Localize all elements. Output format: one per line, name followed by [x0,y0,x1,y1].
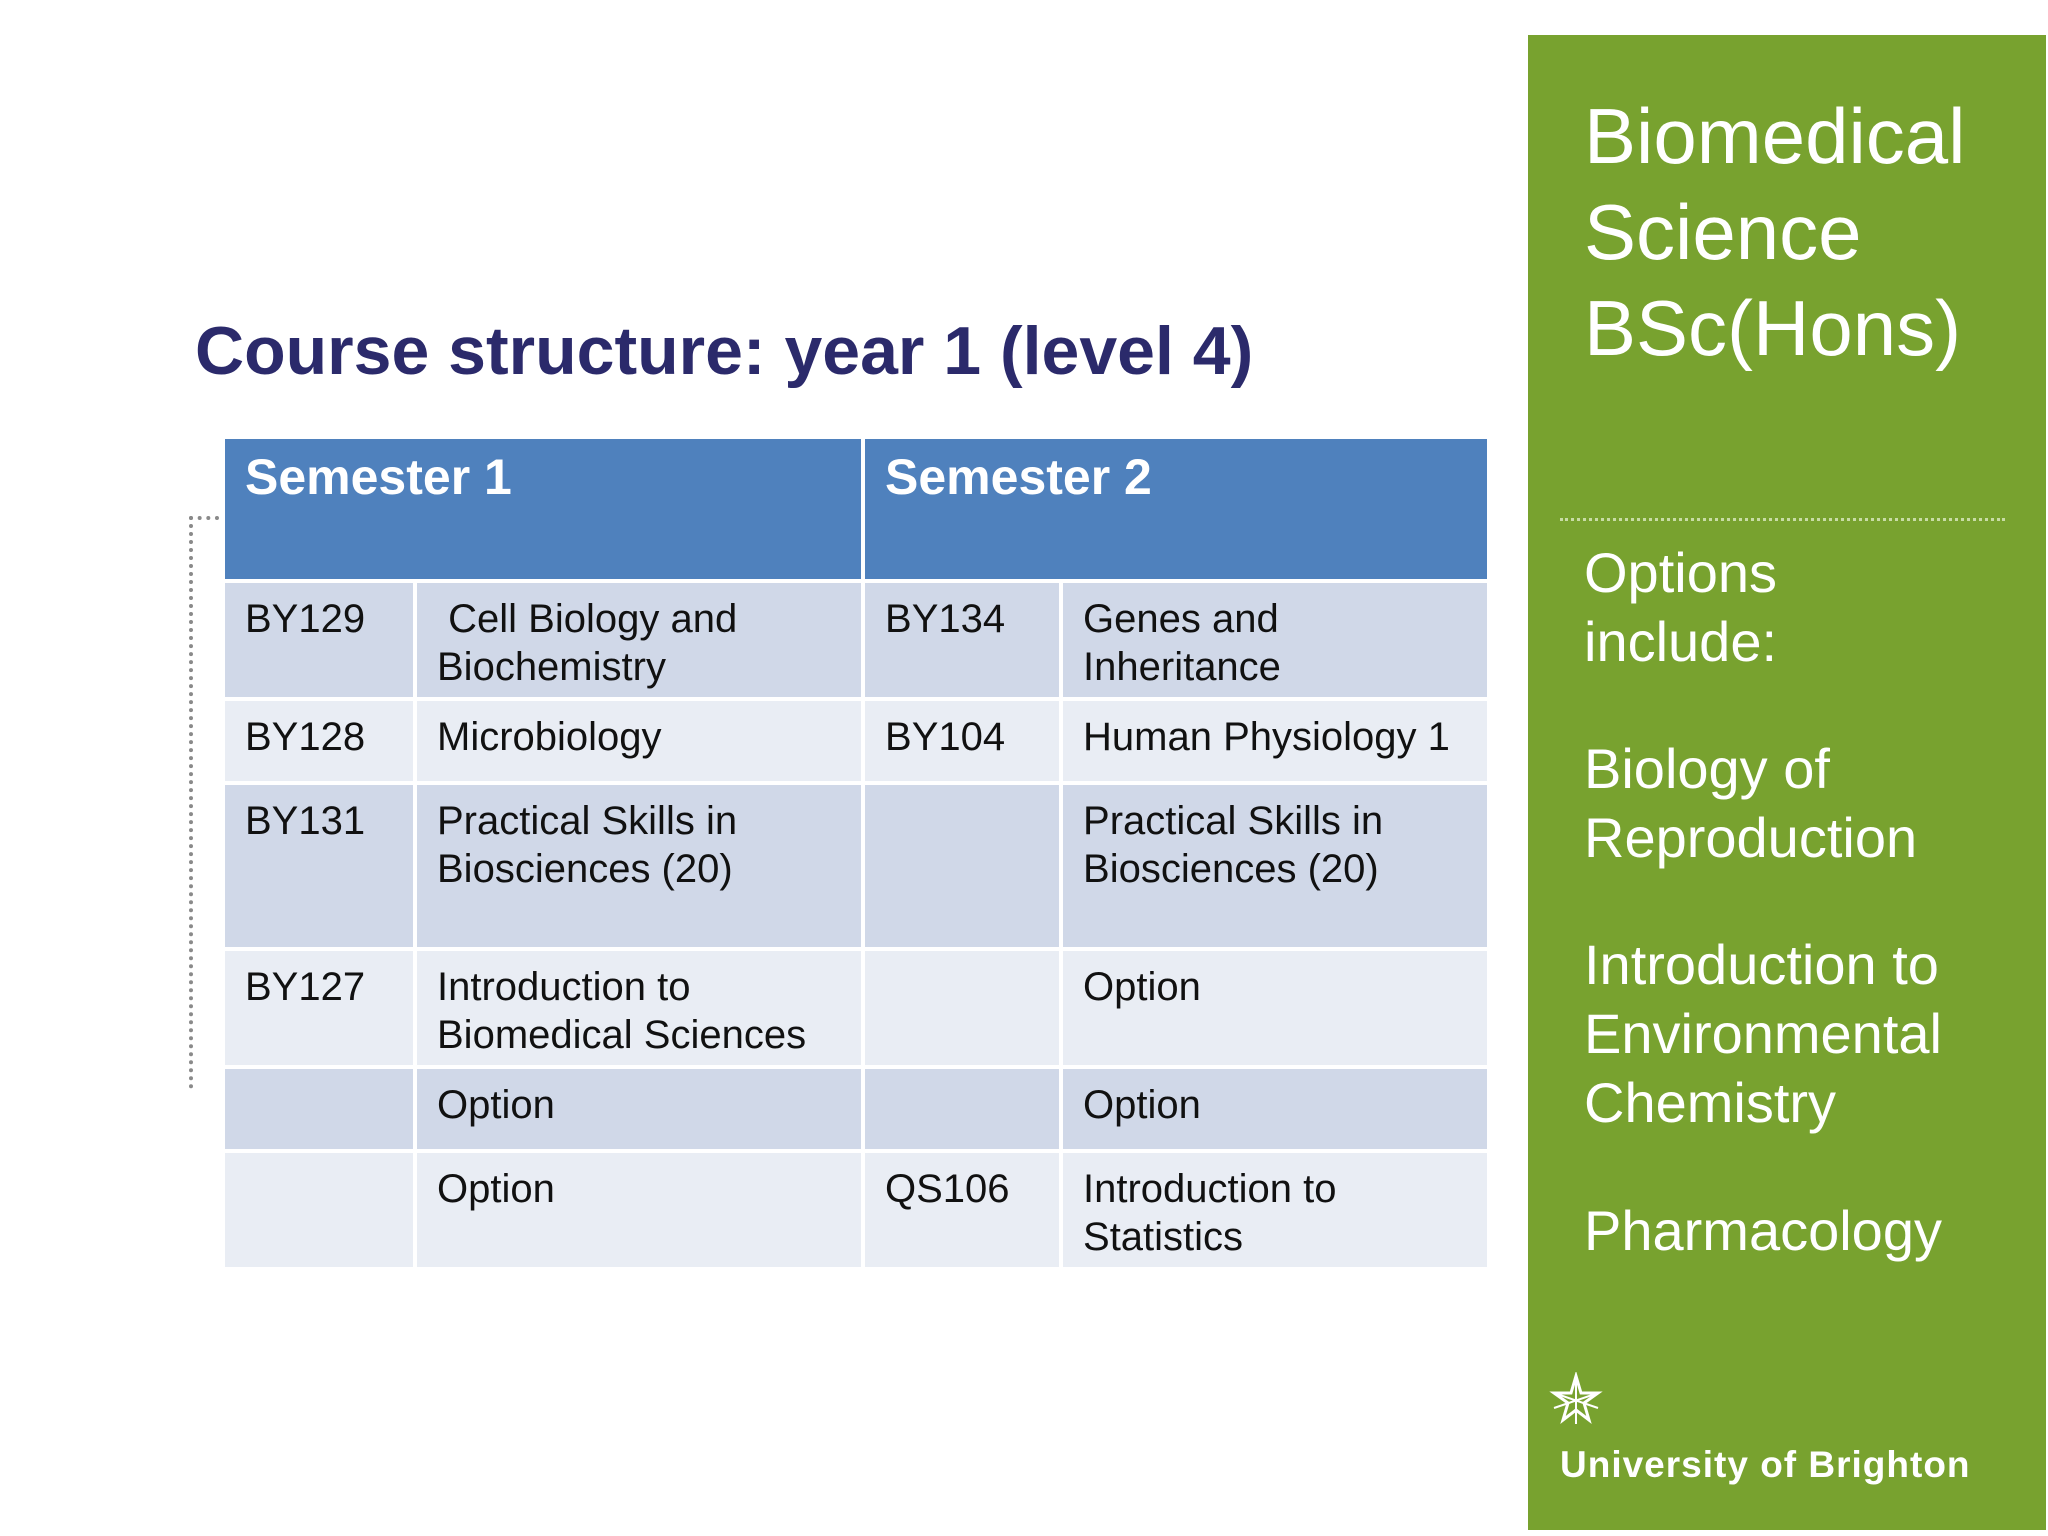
s1-code-cell [223,1151,415,1269]
s1-code-cell: BY129 [223,581,415,699]
dotted-divider-corner [189,516,219,520]
table-row [223,581,1489,699]
option-line: Reproduction [1584,806,1918,869]
option-item-environmental-chemistry [1584,930,1942,1137]
course-table [221,435,1491,1271]
header-semester-2: Semester 2 [863,437,1489,581]
university-brand: University of Brighton [1560,1444,1971,1485]
s2-code-cell [863,949,1061,1067]
options-heading-line: include: [1584,610,1778,673]
s1-title-cell: Cell Biology and Biochemistry [415,581,863,699]
s2-code-cell [863,1067,1061,1151]
slide-title: Course structure: year 1 (level 4) [195,313,1254,389]
option-item-pharmacology [1584,1196,1942,1265]
s1-code-cell: BY128 [223,699,415,783]
table-row [223,783,1489,949]
options-heading-line: Options [1584,541,1777,604]
s1-title-cell: Option [415,1151,863,1269]
table-row [223,699,1489,783]
dotted-divider-vertical [189,516,193,1089]
programme-title-line: Biomedical [1584,92,1966,180]
table-header-row [223,437,1489,581]
option-line: Biology of [1584,737,1830,800]
s2-title-cell: Human Physiology 1 [1061,699,1489,783]
header-semester-1: Semester 1 [223,437,863,581]
option-line: Introduction to [1584,933,1939,996]
s1-code-cell: BY131 [223,783,415,949]
star-logo-icon [1548,1372,1604,1428]
programme-title [1584,88,2034,376]
s2-code-cell: BY134 [863,581,1061,699]
options-heading [1584,538,1777,676]
s1-code-cell [223,1067,415,1151]
s1-title-cell: Practical Skills in Biosciences (20) [415,783,863,949]
sidebar-dotted-divider [1560,518,2005,521]
s1-title-cell: Option [415,1067,863,1151]
option-line: Chemistry [1584,1071,1837,1134]
s2-title-cell: Option [1061,1067,1489,1151]
programme-title-line: Science [1584,188,1862,276]
table-row [223,1067,1489,1151]
s2-title-cell: Option [1061,949,1489,1067]
option-item-biology-of-reproduction [1584,734,1917,872]
s1-title-cell: Introduction to Biomedical Sciences [415,949,863,1067]
s2-title-cell: Practical Skills in Biosciences (20) [1061,783,1489,949]
option-line: Environmental [1584,1002,1942,1065]
programme-title-line: BSc(Hons) [1584,284,1962,372]
option-line: Pharmacology [1584,1199,1942,1262]
table-row [223,1151,1489,1269]
s2-code-cell: QS106 [863,1151,1061,1269]
s2-title-cell: Genes and Inheritance [1061,581,1489,699]
s2-code-cell: BY104 [863,699,1061,783]
s2-code-cell [863,783,1061,949]
s1-title-cell: Microbiology [415,699,863,783]
s1-code-cell: BY127 [223,949,415,1067]
table-row [223,949,1489,1067]
s2-title-cell: Introduction to Statistics [1061,1151,1489,1269]
